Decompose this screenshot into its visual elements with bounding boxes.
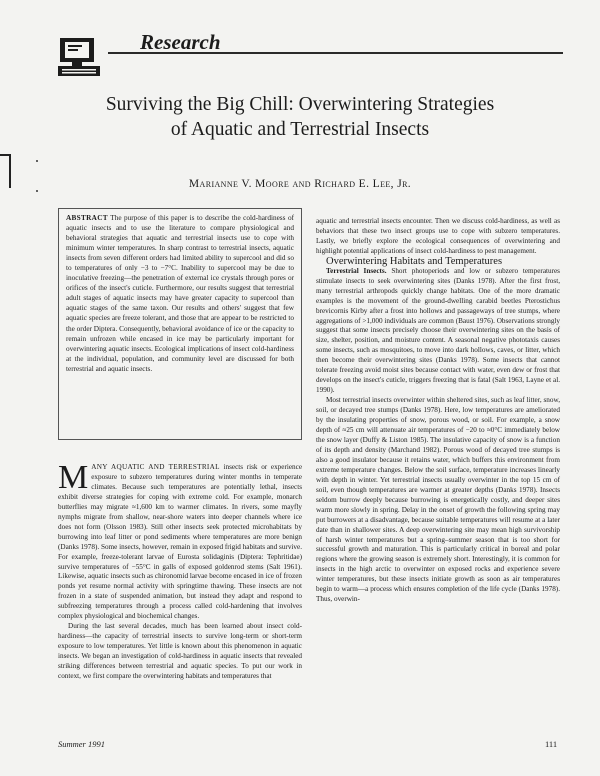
scan-speck <box>36 160 38 162</box>
body-paragraph: aquatic and terrestrial insects encounter. Then we discuss cold-hardiness, as well as behaviors that these two insect groups use to cope with subzero temperatures. Lastly, we briefly explore the ecological consequences of overwintering and highlight potential applications of insect cold-hardiness to pest management. <box>316 217 560 255</box>
author-line: Marianne V. Moore and Richard E. Lee, Jr. <box>188 178 412 190</box>
right-column <box>316 217 560 605</box>
issue-footer: Summer 1991 <box>58 739 105 749</box>
abstract-text: The purpose of this paper is to describe the cold-hardiness of aquatic insects and to use the literature to compare physiological and behavioral strategies that aquatic and terrestrial insects use to cope with minimum winter temperatures. In sharp contrast to terrestrial insects, aquatic insects from seven different orders had limited ability to supercool and did so to temperatures of only −3 to −7°C. Inability to supercool may be due to inoculative freezing—the penetration of external ice crystals through pores or orifices of the insect's cuticle. Furthermore, our results suggest that terrestrial adult stages of aquatic insects may have greater capacity to supercool than aquatic stages of the same taxon. Our results and others' suggest that few aquatic species are freeze tolerant, and those that are appear to be restricted to the order Diptera. Consequently, behavioral avoidance of ice or the capacity to remain unfrozen while encased in ice may be particularly important for overwintering aquatic insects. Ecological implications of insect cold-hardiness at the individual, population, and community level are discussed for both terrestrial and aquatic insects. <box>66 214 295 373</box>
section-subhead: Overwintering Habitats and Temperatures <box>326 255 503 267</box>
computer-terminal-icon <box>58 36 104 78</box>
paragraph-text: Short photoperiods and low or subzero temperatures stimulate insects to seek overwintering sites (Danks 1978). After the first frost, many terrestrial arthropods quickly change habitats. One of the more dramatic examples is the movement of the ground-dwelling carabid beetles Pterostichus brevicornis Kirby after a frost into hollows and passageways of tree stumps, where aggregations of >1,000 individuals are common (Baust 1976). Observations strongly suggest that some insects precisely choose their overwintering sites on the basis of size, shelter, position, and moisture content. A seasonal negative phototaxis causes some insects, such as mosquitoes, to move into dark hollows, caves, or litter, which then become their overwintering sites (Danks 1978). Some insects that cannot tolerate freezing avoid moist sites because contact with water, even dew or frost that develops on the insect's cuticle, triggers freezing that is fatal (Salt 1963, Layne et al. 1990). <box>316 266 560 395</box>
article-title <box>80 92 520 142</box>
title-line-2: of Aquatic and Terrestrial Insects <box>170 119 430 140</box>
body-paragraph <box>58 459 303 622</box>
run-in-head: Terrestrial Insects. <box>326 266 387 275</box>
page-edge-mark <box>0 154 11 188</box>
section-label: Research <box>140 30 221 54</box>
abstract-label: ABSTRACT <box>66 214 108 222</box>
title-line-1: Surviving the Big Chill: Overwintering Strategies <box>105 94 495 115</box>
left-column <box>58 459 303 682</box>
drop-cap: M <box>58 459 89 496</box>
body-paragraph: Most terrestrial insects overwinter within sheltered sites, such as leaf litter, snow, soil, or decayed tree stumps (Danks 1978). Here, low temperatures are ameliorated by the insulating properties of snow, porous wood, or soil. For example, a snow depth of ≈25 cm will attenuate air temperatures of −20 to ≈0°C immediately below the snow layer (Duffy & Liston 1985). The insulative capacity of snow is a function of its depth and density (Marchand 1982). Porous wood of decayed tree stumps is also a good insulator because it retains water, which buffers this environment from extreme temperature changes. Below the soil surface, temperature increases linearly with depth in winter. Yet terrestrial insects usually overwinter in the top 15 cm of soil, even though temperatures are warmer at greater depths (Danks 1978). Insects seldom burrow deeply because burrowing is energetically costly, and deeper sites warm more slowly in spring. Delay in the onset of growth the following spring may put burrowers at a disadvantage, because suitable temperatures will resume at a later date than in shallower sites. A deep overwintering site may mean high survivorship of harsh winter temperatures but a spring–summer season that is too short for successful growth and maturation. This is particularly critical in boreal and polar regions where the growing season is extremely short. Interestingly, it is common for insects in the high arctic to overwinter on exposed rocks and experience severe winter temperatures, but these insects initiate growth as soon as air temperatures begin to warm—a process which ensures completion of the life cycle (Danks 1978). Thus, overwin- <box>316 396 560 604</box>
paragraph-text: insects risk or experience exposure to subzero temperatures during winter months in temperate climates. Because such temperatures are potentially lethal, insects exhibit diverse strategies for coping with extreme cold. For example, monarch butterflies may migrate ≈1,600 km to warmer climates. In rivers, some mayfly nymphs migrate from shallow, near-shore waters into deeper channels where ice does not form (Olsson 1983). Still other insects seek protected microhabitats by burrowing into leaf litter or pond sediments where temperatures are more benign (Danks 1978). Some insects, however, remain in exposed frigid habitats and survive. For example, freeze-tolerant larvae of Eurosta solidaginis (Diptera: Tephritidae) survive temperatures of −55°C in galls of exposed goldenrod stems (Salt 1961). Likewise, aquatic insects such as chironomid larvae become encased in ice of frozen ponds yet resume normal activity with springtime thawing. These insects are not frozen in a state of suspended animation, but instead they adapt and respond to subfreezing temperatures through a process called cold-hardening that involves complex physiological and biochemical changes. <box>58 463 303 621</box>
abstract-box <box>58 208 302 440</box>
lead-caps: ANY AQUATIC AND TERRESTRIAL <box>91 463 220 471</box>
body-paragraph <box>316 267 560 396</box>
page-number: 111 <box>545 739 558 749</box>
body-paragraph: During the last several decades, much has been learned about insect cold-hardiness—the capacity of terrestrial insects to survive long-term or short-term exposure to low temperatures. Yet little is known about this phenomenon in aquatic insects. We began an investigation of cold-hardiness in aquatic insects that revealed striking differences between terrestrial and aquatic species. To put our work in context, we first compare the overwintering habitats and temperatures that <box>58 622 302 681</box>
scan-speck <box>36 190 38 192</box>
